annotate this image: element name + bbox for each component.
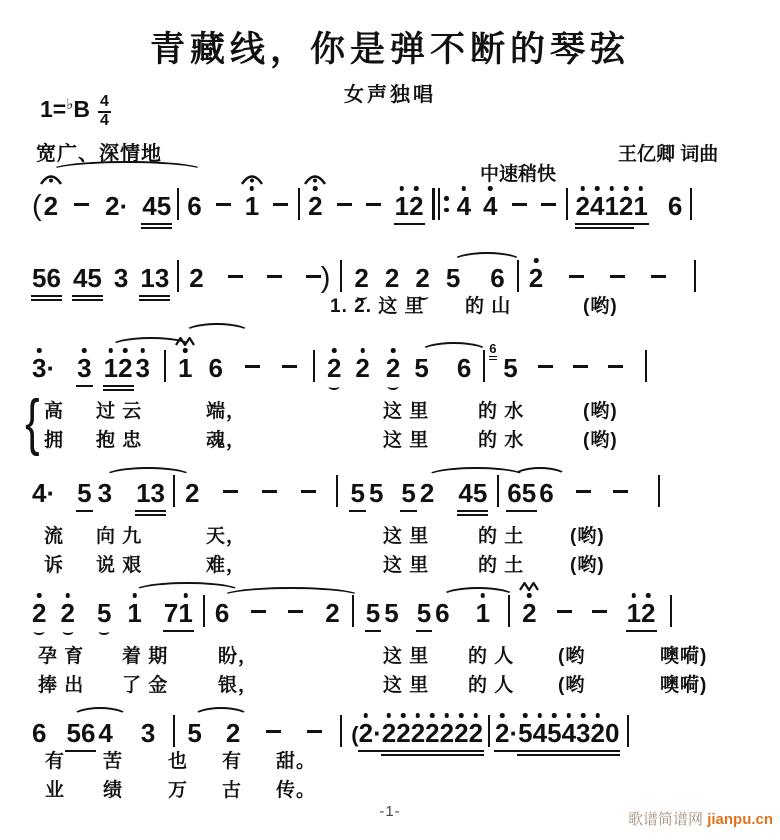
key-prefix: 1= <box>40 96 67 122</box>
octave-dot <box>462 186 467 191</box>
barline <box>658 475 660 507</box>
composer-credit: 王亿卿 词曲 <box>618 144 719 165</box>
octave-dot <box>360 348 365 353</box>
lyric-row <box>0 291 780 317</box>
tempo-marking-mid: 中速稍快 <box>480 164 557 185</box>
lyric-segment: 过 云 <box>96 401 143 422</box>
duration-dash <box>74 203 89 207</box>
repeat-sign <box>432 188 449 220</box>
note-token: 2 <box>382 720 396 747</box>
note-token: 5 <box>473 480 487 507</box>
note-token: · <box>373 720 382 747</box>
barline <box>517 260 519 292</box>
barline <box>313 350 315 382</box>
note-token: 2 <box>440 720 454 747</box>
note-token: 2 <box>454 720 468 747</box>
note-token: · <box>46 478 56 508</box>
octave-dot <box>624 186 629 191</box>
note-token: 4 <box>73 265 87 292</box>
octave-dot <box>416 713 421 718</box>
lyric-segment: 流 <box>44 526 65 547</box>
note-token: 2 <box>355 355 369 382</box>
octave-dot <box>387 713 392 718</box>
octave-dot <box>632 593 637 598</box>
lyric-segment: 古 <box>222 780 243 801</box>
note-token: 2 <box>354 265 368 292</box>
page-number: -1- <box>379 803 401 820</box>
duration-dash <box>266 730 281 734</box>
barline <box>670 595 672 627</box>
barline <box>164 350 166 382</box>
duration-dash <box>267 275 282 279</box>
octave-dot <box>445 713 450 718</box>
note-token: 5 <box>414 355 428 382</box>
lyric-row <box>0 641 780 667</box>
lyric-segment: (哟) <box>583 401 618 422</box>
duration-dash <box>592 610 607 614</box>
under-curve <box>388 383 399 390</box>
note-token: 5 <box>157 193 171 220</box>
note-token: 6 <box>539 478 554 508</box>
note-token: 6 <box>81 720 95 747</box>
note-token: 6 <box>435 600 449 627</box>
barline <box>177 188 179 220</box>
duration-dash <box>569 275 584 279</box>
barline <box>645 350 647 382</box>
duration-dash <box>610 275 625 279</box>
octave-dot <box>364 713 369 718</box>
lyric-segment: 银， <box>218 675 259 696</box>
octave-dot <box>595 186 600 191</box>
lyric-segment: 有 <box>222 751 243 772</box>
note-token: ) <box>320 262 331 294</box>
note-token: 2 <box>409 193 423 220</box>
note-token: · <box>119 191 129 221</box>
note-token: 3 <box>576 720 590 747</box>
note-token: 2 <box>576 193 590 220</box>
note-token: 1 <box>604 193 618 220</box>
barline <box>488 715 490 747</box>
octave-dot <box>534 258 539 263</box>
note-token: 7 <box>164 600 178 627</box>
barline <box>690 188 692 220</box>
note-token: 4 <box>483 193 497 220</box>
note-token: 2 <box>44 193 58 220</box>
octave-dot <box>400 186 405 191</box>
note-token: 2 <box>185 478 200 508</box>
lyric-segment: 难， <box>206 555 247 576</box>
lyric-segment: 的 土 <box>478 526 525 547</box>
duration-dash <box>301 490 316 494</box>
lyric-segment: 1. 2. 这 里 <box>330 296 425 317</box>
note-token: 5 <box>77 480 91 507</box>
note-token: 4 <box>142 193 156 220</box>
note-token: 2 <box>60 600 74 627</box>
octave-dot <box>638 186 643 191</box>
note-token: · <box>46 353 56 383</box>
note-token: 5 <box>32 265 46 292</box>
note-token: 6 <box>490 263 505 293</box>
note-token: 2 <box>619 193 633 220</box>
slur-arc <box>184 323 250 342</box>
fermata-icon <box>303 172 327 185</box>
duration-dash <box>306 275 321 279</box>
barline <box>298 188 300 220</box>
note-token: 1 <box>476 600 490 627</box>
lyric-segment: (哟) <box>583 296 618 317</box>
note-token: 3 <box>77 355 91 382</box>
duration-dash <box>262 490 277 494</box>
note-token: 5 <box>522 480 536 507</box>
barline <box>508 595 510 627</box>
note-token: 5 <box>518 720 532 747</box>
lyric-segment: 这 里 <box>383 555 430 576</box>
duration-dash <box>573 365 588 369</box>
octave-dot <box>430 713 435 718</box>
octave-dot <box>609 186 614 191</box>
barline <box>173 715 175 747</box>
note-token: 6 <box>46 265 60 292</box>
lyric-segment: 也 <box>168 751 189 772</box>
duration-dash <box>337 203 352 207</box>
under-curve <box>99 628 110 635</box>
lyric-segment: 的 山 <box>465 296 512 317</box>
lyric-segment: 向 九 <box>96 526 143 547</box>
watermark-url[interactable]: jianpu.cn <box>707 811 774 828</box>
meter-bottom: 4 <box>99 112 109 129</box>
note-token: 2 <box>522 600 536 627</box>
note-token: 5 <box>350 480 364 507</box>
note-token: 1 <box>136 480 150 507</box>
note-token: 1 <box>245 193 259 220</box>
lyric-segment: 有 <box>45 751 66 772</box>
note-token: 6 <box>456 353 472 383</box>
lyric-segment: 业 <box>45 780 66 801</box>
note-token: 4 <box>562 720 576 747</box>
duration-dash <box>228 275 243 279</box>
duration-dash <box>251 610 266 614</box>
lyric-segment: 这 里 <box>383 646 430 667</box>
note-token: 2 <box>425 720 439 747</box>
octave-dot <box>332 348 337 353</box>
lyric-segment: 这 里 <box>383 526 430 547</box>
lyric-segment: 的 土 <box>478 555 525 576</box>
octave-dot <box>414 186 419 191</box>
note-token: 5 <box>384 598 399 628</box>
note-token: 1 <box>633 193 647 220</box>
music-line <box>32 475 772 515</box>
barline <box>483 350 485 382</box>
barline <box>203 595 205 627</box>
octave-dot <box>580 186 585 191</box>
barline <box>336 475 338 507</box>
note-token: 1 <box>178 355 192 382</box>
octave-dot <box>581 713 586 718</box>
note-token: 2 <box>32 600 46 627</box>
lyric-segment: 的 人 <box>468 646 515 667</box>
note-token: 4 <box>98 718 113 748</box>
note-token: 6 <box>507 480 521 507</box>
barline <box>340 715 342 747</box>
lyric-segment: 的 水 <box>478 401 525 422</box>
song-title: 青藏线，你是弹不断的琴弦 <box>149 30 630 69</box>
octave-dot <box>391 348 396 353</box>
lyric-segment: 盼， <box>218 646 259 667</box>
octave-dot <box>183 593 188 598</box>
octave-dot <box>523 713 528 718</box>
grace-note: 6 <box>489 342 496 360</box>
performance-type: 女声独唱 <box>344 84 436 106</box>
note-token: ( <box>351 722 359 747</box>
barline <box>352 595 354 627</box>
duration-dash <box>273 203 288 207</box>
note-token: 3 <box>136 355 150 382</box>
lyric-segment: 这 里 <box>383 675 430 696</box>
duration-dash <box>245 365 260 369</box>
lyric-segment: (哟) <box>583 430 618 451</box>
duration-dash <box>557 610 572 614</box>
lyric-row <box>0 425 780 451</box>
note-token: 2 <box>325 598 340 628</box>
barline <box>173 475 175 507</box>
note-token: 2 <box>641 600 655 627</box>
note-token: 2 <box>384 263 400 293</box>
note-token: 6 <box>32 718 47 748</box>
lyric-segment: 噢嗬) <box>660 675 708 696</box>
note-token: 4 <box>533 720 547 747</box>
note-token: 4 <box>458 480 472 507</box>
octave-dot <box>401 713 406 718</box>
lyric-segment: 的 水 <box>478 430 525 451</box>
barline <box>177 260 179 292</box>
note-token: 3 <box>113 263 129 293</box>
lyric-segment: 绩 <box>103 780 124 801</box>
lyric-segment: 这 里 <box>383 430 430 451</box>
lyric-segment: 孕 育 <box>38 646 85 667</box>
octave-dot <box>538 713 543 718</box>
octave-dot <box>123 348 128 353</box>
lyric-segment: 捧 出 <box>38 675 85 696</box>
lyric-row <box>0 521 780 547</box>
octave-dot <box>250 186 255 191</box>
octave-dot <box>552 713 557 718</box>
duration-dash <box>366 203 381 207</box>
barline <box>497 475 499 507</box>
octave-dot <box>567 713 572 718</box>
duration-dash <box>288 610 303 614</box>
note-token: 3 <box>98 480 112 507</box>
note-token: 2 <box>415 265 429 292</box>
lyric-segment: 噢嗬) <box>660 646 708 667</box>
lyric-segment: 苦 <box>103 751 124 772</box>
lyric-segment: 甜。 <box>276 751 317 772</box>
lyric-segment: (哟) <box>570 526 605 547</box>
fermata-icon <box>240 172 264 185</box>
duration-dash <box>216 203 231 207</box>
lyric-segment: 说 艰 <box>96 555 143 576</box>
note-token: 2 <box>591 720 605 747</box>
note-token: 5 <box>401 480 415 507</box>
lyric-segment: 的 人 <box>468 675 515 696</box>
duration-dash <box>223 490 238 494</box>
watermark <box>628 808 773 829</box>
mordent-icon <box>519 582 539 591</box>
note-token: ( <box>32 190 42 222</box>
tempo-marking-left: 宽广、深情地 <box>36 143 162 165</box>
note-token: 2 <box>359 720 373 747</box>
note-token: · <box>510 720 519 747</box>
slur-arc <box>420 342 488 361</box>
duration-dash <box>576 490 591 494</box>
note-token: 4 <box>32 478 47 508</box>
note-token: 5 <box>87 265 101 292</box>
note-token: 2 <box>118 355 132 382</box>
music-line <box>32 341 772 390</box>
note-token: 2 <box>495 720 509 747</box>
note-token: 2 <box>327 355 341 382</box>
octave-dot <box>313 186 318 191</box>
barline <box>340 260 342 292</box>
note-token: 2 <box>411 720 425 747</box>
meter-top: 4 <box>98 94 111 113</box>
octave-dot <box>596 713 601 718</box>
note-token: 2 <box>529 265 543 292</box>
lyric-segment: 魂， <box>206 430 247 451</box>
octave-dot <box>646 593 651 598</box>
lyric-segment: (哟 <box>558 646 586 667</box>
under-curve <box>34 628 45 635</box>
note-token: 2 <box>396 720 410 747</box>
lyric-segment: 了 金 <box>122 675 169 696</box>
note-token: 3 <box>155 265 169 292</box>
octave-dot <box>183 348 188 353</box>
note-token: 2 <box>105 191 120 221</box>
under-curve <box>329 383 340 390</box>
note-token: 5 6 <box>489 341 518 383</box>
note-token: 6 <box>187 191 202 221</box>
note-token: 2 <box>308 193 322 220</box>
duration-dash <box>541 203 556 207</box>
note-token: 2 <box>469 720 483 747</box>
lyric-segment: (哟 <box>558 675 586 696</box>
lyric-row <box>0 746 780 772</box>
duration-dash <box>512 203 527 207</box>
note-token: 1 <box>140 265 154 292</box>
note-token: 1 <box>627 600 641 627</box>
lyric-segment: 传。 <box>276 780 317 801</box>
note-token: 1 <box>178 600 192 627</box>
note-token: 2 <box>420 480 434 507</box>
note-token: 5 <box>97 600 111 627</box>
music-line <box>32 188 772 228</box>
key-letter: B <box>73 96 90 122</box>
note-token: 4 <box>590 193 604 220</box>
note-token: 1 <box>395 193 409 220</box>
watermark-site-name: 歌谱简谱网 <box>628 811 704 828</box>
time-signature <box>98 94 111 129</box>
lyric-segment: 着 期 <box>122 646 169 667</box>
slur-arc <box>50 161 204 180</box>
lyric-row <box>0 775 780 801</box>
lyric-segment: 拥 <box>44 430 65 451</box>
octave-dot <box>37 348 42 353</box>
duration-dash <box>613 490 628 494</box>
lyric-row <box>0 396 780 422</box>
under-curve <box>62 628 73 635</box>
duration-dash <box>538 365 553 369</box>
lyric-segment: (哟) <box>570 555 605 576</box>
lyric-brace: { <box>25 388 40 457</box>
slur-arc <box>452 252 522 271</box>
octave-dot <box>488 186 493 191</box>
duration-dash <box>608 365 623 369</box>
slur-arc <box>221 587 361 606</box>
duration-dash <box>651 275 666 279</box>
key-signature <box>40 94 111 129</box>
octave-dot <box>500 713 505 718</box>
octave-dot <box>82 348 87 353</box>
note-token: 5 <box>368 478 384 508</box>
lyric-segment: 万 <box>168 780 189 801</box>
note-token: 2 <box>386 355 400 382</box>
note-token: 5 <box>187 720 201 747</box>
slur-arc <box>193 707 249 726</box>
note-token: 4 <box>457 193 471 220</box>
note-token: 1 <box>127 600 141 627</box>
barline <box>694 260 696 292</box>
note-token: 2 <box>225 718 241 748</box>
note-token: 3 <box>151 480 165 507</box>
note-token: 5 <box>417 600 431 627</box>
duration-dash <box>307 730 322 734</box>
lyric-segment: 抱 忠 <box>96 430 143 451</box>
lyric-row <box>0 550 780 576</box>
barline <box>566 188 568 220</box>
note-token: 5 <box>66 720 80 747</box>
lyric-segment: 天， <box>206 526 247 547</box>
lyric-segment: 高 <box>44 401 65 422</box>
lyric-row <box>0 670 780 696</box>
note-token: 5 <box>446 265 460 292</box>
octave-dot <box>527 593 532 598</box>
octave-dot <box>141 348 146 353</box>
note-token: 1 <box>104 355 118 382</box>
lyric-segment: 端， <box>206 401 247 422</box>
note-token: 6 <box>667 191 683 221</box>
note-token: 6 <box>215 600 229 627</box>
octave-dot <box>481 593 486 598</box>
duration-dash <box>282 365 297 369</box>
note-token: 5 <box>547 720 561 747</box>
note-token: 5 <box>366 600 380 627</box>
note-token: 2 <box>189 263 204 293</box>
octave-dot <box>474 713 479 718</box>
flat-sign: ♭ <box>66 96 74 113</box>
barline <box>627 715 629 747</box>
lyric-segment: 这 里 <box>383 401 430 422</box>
octave-dot <box>37 593 42 598</box>
octave-dot <box>459 713 464 718</box>
note-token: 3 <box>32 355 46 382</box>
octave-dot <box>65 593 70 598</box>
note-token: 3 <box>140 718 156 748</box>
lyric-segment: 诉 <box>44 555 65 576</box>
note-token: 6 <box>208 353 223 383</box>
music-line <box>32 595 772 635</box>
note-token: 0 <box>605 720 619 747</box>
